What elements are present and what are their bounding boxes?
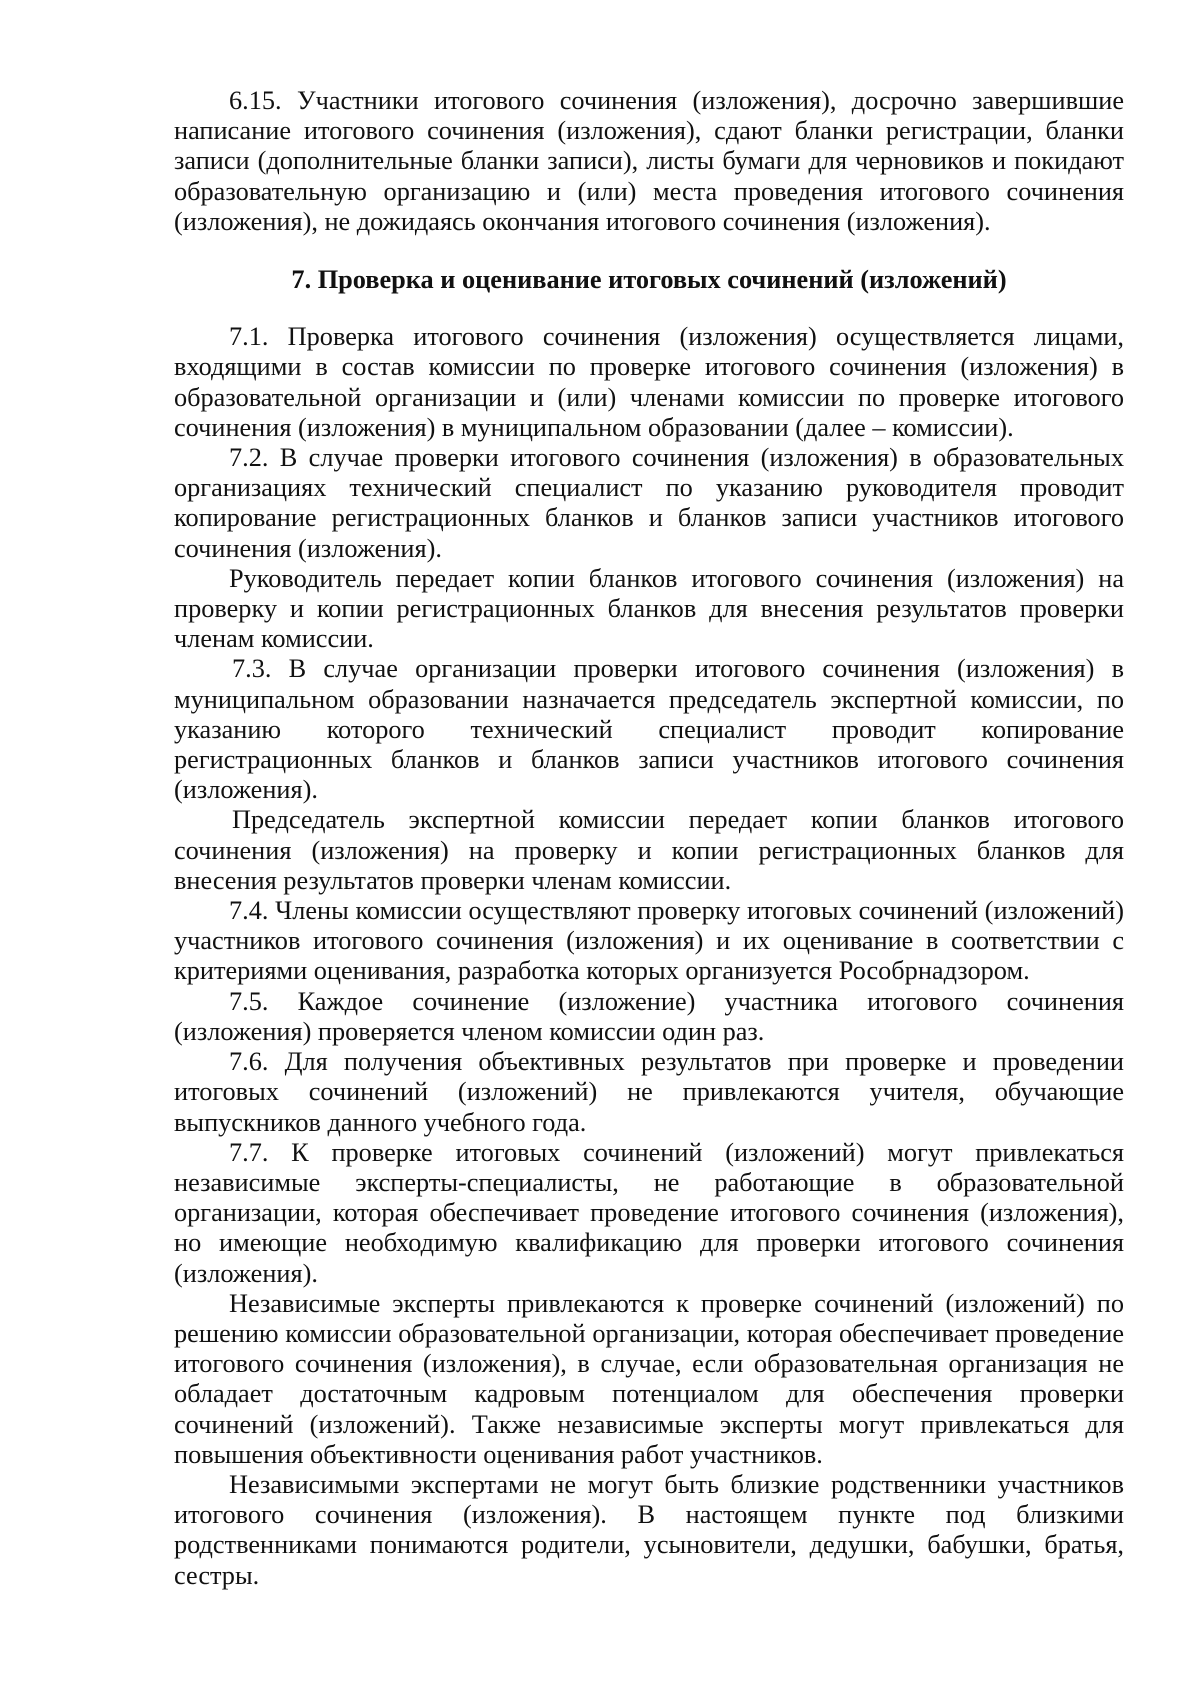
paragraph-7-4: 7.4. Члены комиссии осуществляют проверку итоговых сочинений (изложений) участников итогового сочинения (изложения) и их оценивание в соответствии с критериями оценивания, разработка которых организуется Рособрнадзором. [174,896,1124,986]
paragraph-7-3: 7.3. В случае организации проверки итогового сочинения (изложения) в муниципальном образовании назначается председатель экспертной комиссии, по указанию которого технический специалист проводит копирование регистрационных бланков и бланков записи участников итогового сочинения (изложения). [174,654,1124,805]
paragraph-7-3-continued: Председатель экспертной комиссии передает копии бланков итогового сочинения (изложения) на проверку и копии регистрационных бланков для внесения результатов проверки членам комиссии. [174,805,1124,895]
paragraph-7-2-continued: Руководитель передает копии бланков итогового сочинения (изложения) на проверку и копии регистрационных бланков для внесения результатов проверки членам комиссии. [174,563,1124,654]
paragraph-7-7-relatives: Независимыми экспертами не могут быть близкие родственники участников итогового сочинения (изложения). В настоящем пункте под близкими родственниками понимаются родители, усыновители, дедушки, бабушки, братья, сестры. [174,1469,1124,1590]
paragraph-7-7: 7.7. К проверке итоговых сочинений (изложений) могут привлекаться независимые эксперты-специалисты, не работающие в образовательной организации, которая обеспечивает проведение итогового сочинения (изложения), но имеющие необходимую квалификацию для проверки итогового сочинения (изложения). [174,1137,1124,1288]
paragraph-7-7-independent-experts: Независимые эксперты привлекаются к проверке сочинений (изложений) по решению комиссии образовательной организации, которая обеспечивает проведение итогового сочинения (изложения), в случае, если образовательная организация не обладает достаточным кадровым потенциалом для обеспечения проверки сочинений (изложений). Также независимые эксперты могут привлекаться для повышения объективности оценивания работ участников. [174,1288,1124,1469]
paragraph-7-5: 7.5. Каждое сочинение (изложение) участника итогового сочинения (изложения) проверяется членом комиссии один раз. [174,986,1124,1046]
paragraph-7-1: 7.1. Проверка итогового сочинения (изложения) осуществляется лицами, входящими в состав комиссии по проверке итогового сочинения (изложения) в образовательной организации и (или) членами комиссии по проверке итогового сочинения (изложения) в муниципальном образовании (далее – комиссии). [174,322,1124,442]
document-page [174,86,1124,1591]
section-heading: 7. Проверка и оценивание итоговых сочинений (изложений) [291,265,1007,295]
paragraph-7-2: 7.2. В случае проверки итогового сочинения (изложения) в образовательных организациях технический специалист по указанию руководителя проводит копирование регистрационных бланков и бланков записи участников итогового сочинения (изложения). [174,443,1124,563]
paragraph-6-15: 6.15. Участники итогового сочинения (изложения), досрочно завершившие написание итогового сочинения (изложения), сдают бланки регистрации, бланки записи (дополнительные бланки записи), листы бумаги для черновиков и покидают образовательную организацию и (или) места проведения итогового сочинения (изложения), не дожидаясь окончания итогового сочинения (изложения). [174,86,1124,236]
paragraph-7-6: 7.6. Для получения объективных результатов при проверке и проведении итоговых сочинений (изложений) не привлекаются учителя, обучающие выпускников данного учебного года. [174,1047,1124,1137]
